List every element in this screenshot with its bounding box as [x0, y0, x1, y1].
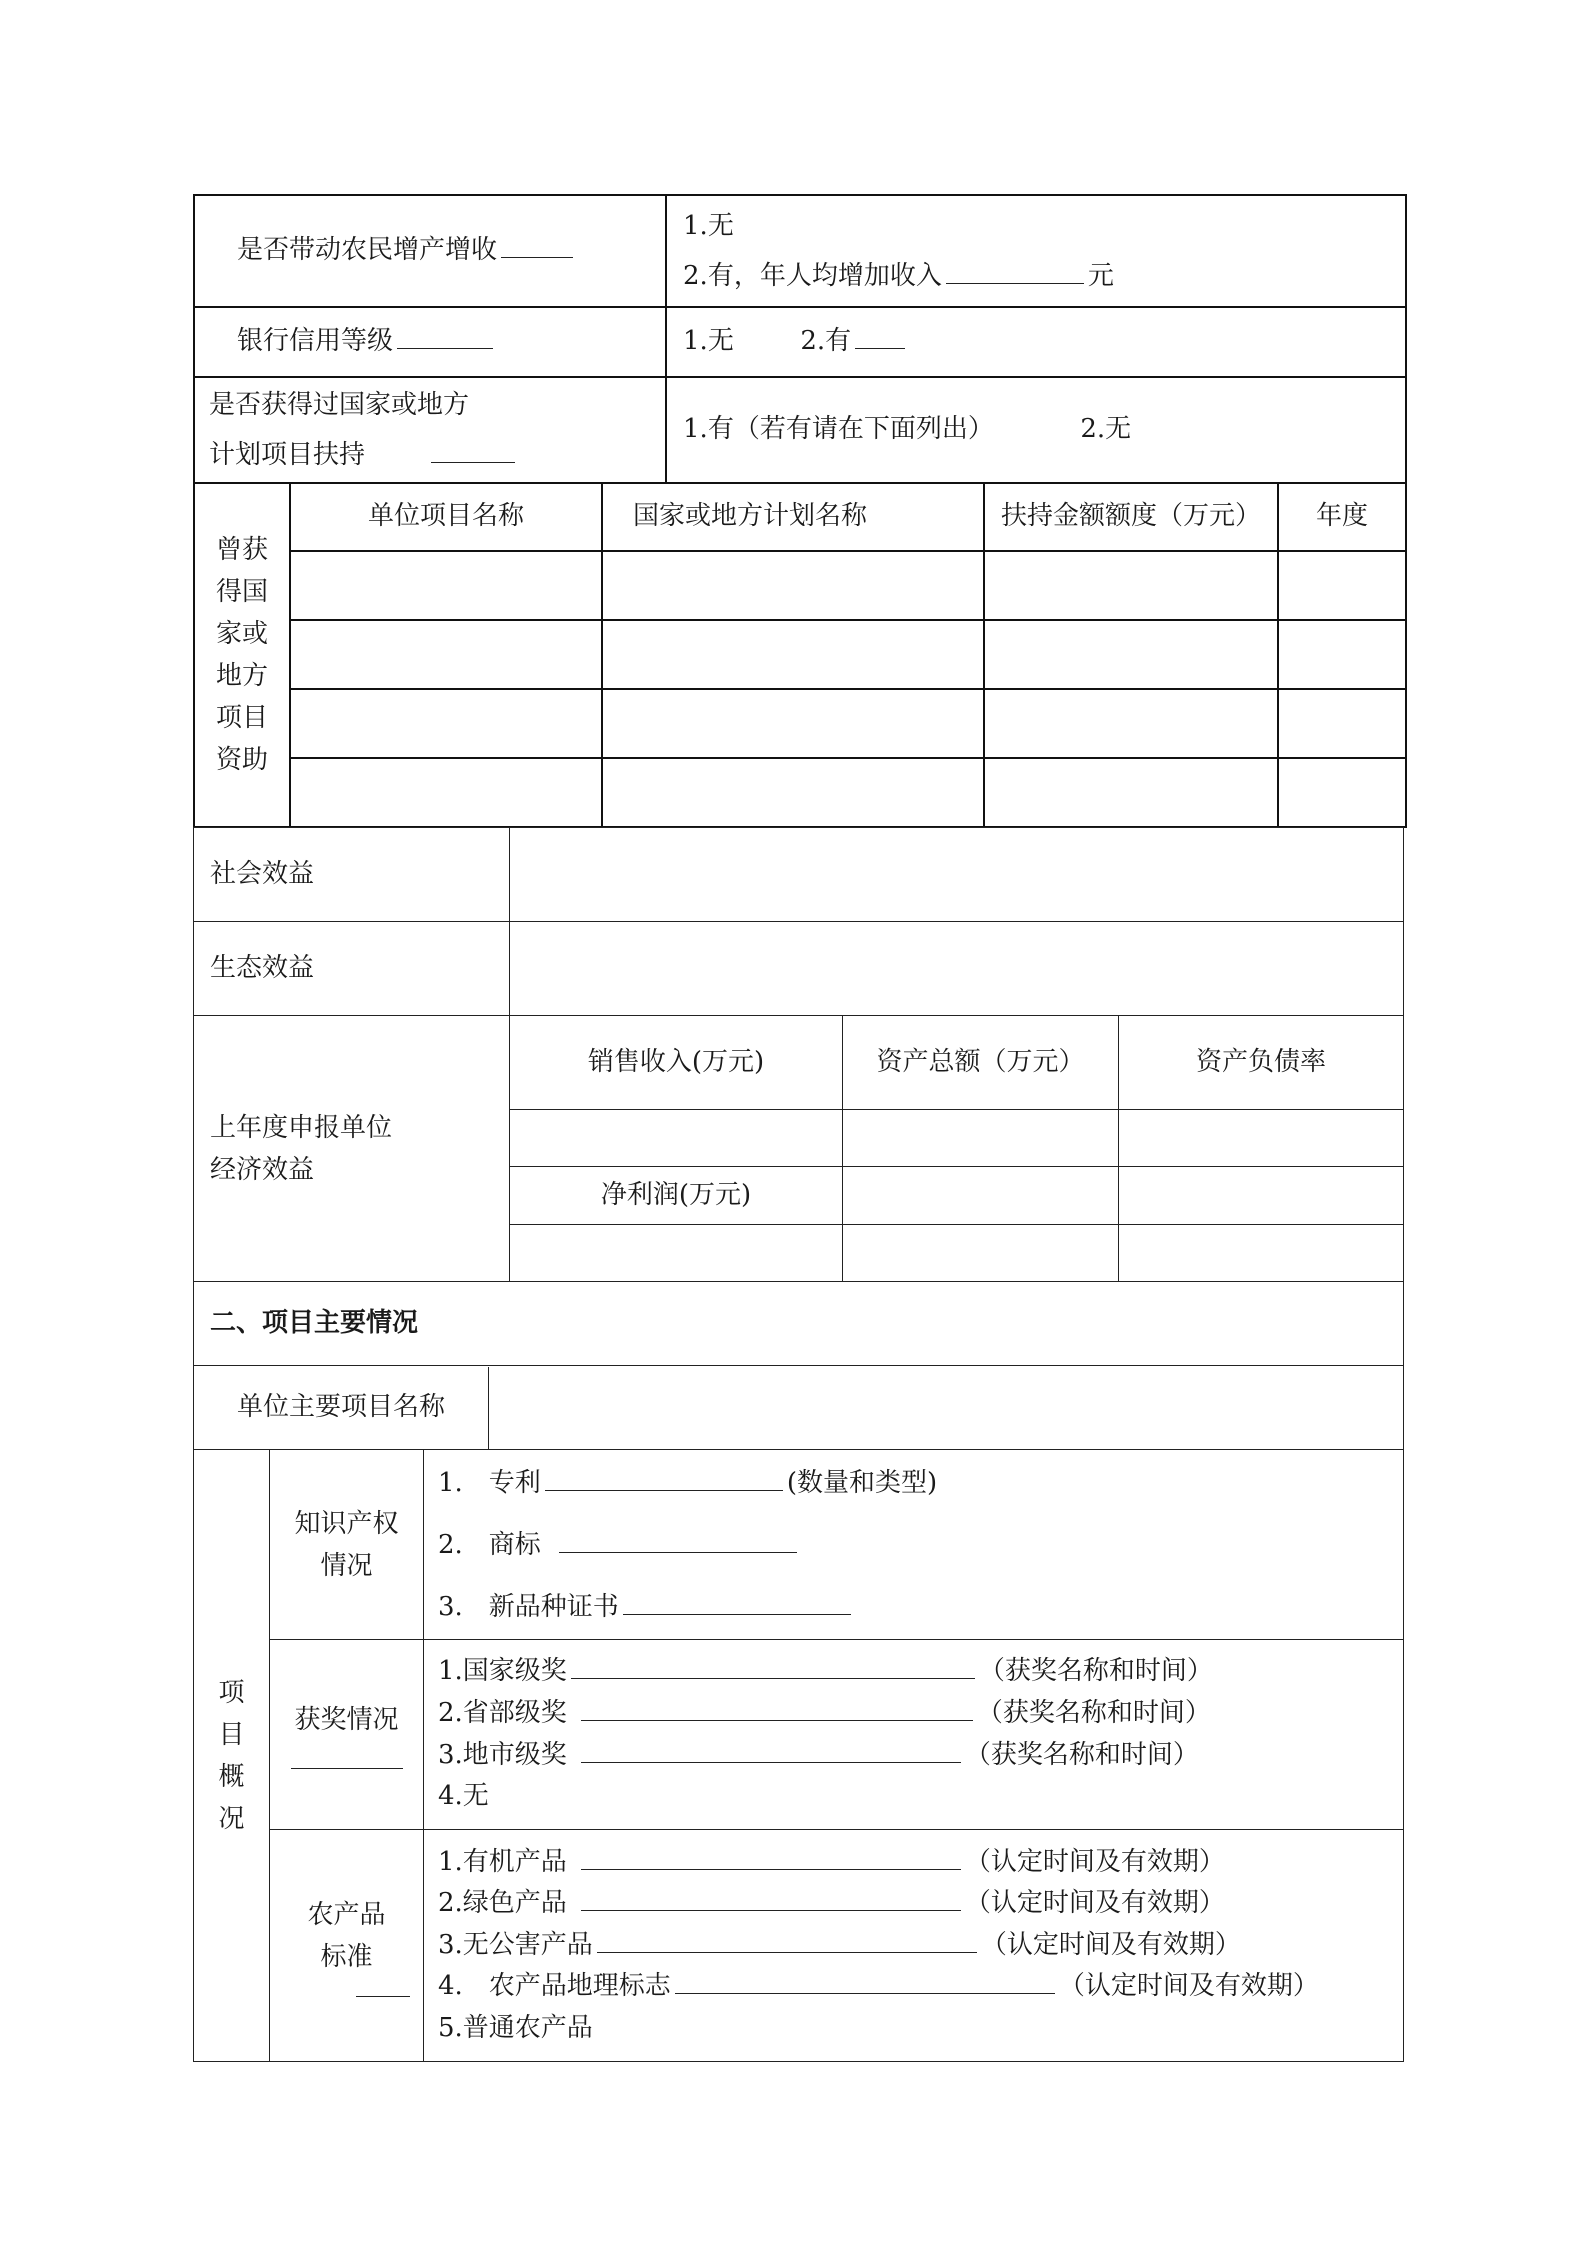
economic-extra-field[interactable]: [843, 1225, 1119, 1282]
table-row: [194, 689, 1406, 758]
standard-geo-blank[interactable]: [675, 1969, 1055, 1994]
support-option-yes[interactable]: 1.有（若有请在下面列出）: [683, 414, 994, 445]
economic-label-cell: [194, 1016, 510, 1282]
income-unit: 元: [1087, 261, 1114, 291]
project-section-table: [193, 1281, 1404, 2062]
awards-answer-blank[interactable]: [291, 1750, 403, 1769]
funding-cell[interactable]: [290, 551, 602, 620]
funding-cell[interactable]: [984, 551, 1278, 620]
social-benefit-label: 社会效益: [194, 828, 510, 922]
economic-header-debt-ratio: 资产负债率: [1119, 1016, 1404, 1110]
support-question-line1: 是否获得过国家或地方: [209, 390, 470, 420]
debt-ratio-value-field[interactable]: [1119, 1110, 1404, 1167]
standard-pollution-free-item: 3.无公害产品 （认定时间及有效期）: [438, 1929, 1241, 1960]
awards-options-cell: [424, 1640, 1404, 1830]
standard-geo-item: 4. 农产品地理标志 （认定时间及有效期）: [438, 1971, 1319, 2002]
economic-header-sales: 销售收入(万元): [510, 1016, 843, 1110]
credit-question-cell: [194, 307, 666, 377]
social-benefit-field[interactable]: [510, 828, 1404, 922]
economic-header-net-profit: 净利润(万元): [510, 1167, 843, 1225]
credit-option-yes[interactable]: 2.有: [800, 326, 852, 357]
economic-extra-field[interactable]: [1119, 1225, 1404, 1282]
project-name-row: [194, 1366, 1404, 1450]
credit-level-blank[interactable]: [855, 324, 905, 349]
ip-trademark-item: 2. 商标: [438, 1514, 1403, 1576]
ecological-benefit-field[interactable]: [510, 922, 1404, 1016]
income-answer-blank[interactable]: [501, 233, 573, 258]
table-row: [194, 758, 1406, 827]
funding-cell[interactable]: [984, 758, 1278, 827]
funding-cell[interactable]: [602, 689, 984, 758]
economic-label-line1: 上年度申报单位: [210, 1112, 393, 1143]
credit-option-none[interactable]: 1.无: [683, 326, 734, 357]
funding-cell[interactable]: [1278, 551, 1406, 620]
support-question-line2: 计划项目扶持: [209, 430, 665, 480]
funding-header-project: 单位项目名称: [290, 483, 602, 551]
standards-label-line1: 农产品: [307, 1900, 386, 1930]
economic-extra-field[interactable]: [1119, 1167, 1404, 1225]
support-answer-blank[interactable]: [431, 438, 515, 463]
support-option-none[interactable]: 2.无: [1080, 414, 1132, 445]
funding-cell[interactable]: [1278, 758, 1406, 827]
table-row: [194, 551, 1406, 620]
income-question-cell: [194, 195, 666, 307]
standards-options-cell: [424, 1830, 1404, 2062]
ip-options-cell: [424, 1450, 1404, 1640]
awards-label: 获奖情况: [294, 1705, 399, 1736]
funding-side-label: 曾获得国家或地方项目资助: [215, 535, 268, 775]
funding-cell[interactable]: [602, 551, 984, 620]
support-options-cell: [666, 377, 1406, 483]
ip-label-line2: 情况: [320, 1550, 373, 1581]
funding-cell[interactable]: [984, 620, 1278, 689]
ip-label-line1: 知识产权: [294, 1508, 399, 1539]
standard-green-blank[interactable]: [581, 1886, 961, 1911]
income-options-cell: [666, 195, 1406, 307]
funding-cell[interactable]: [984, 689, 1278, 758]
variety-blank[interactable]: [623, 1590, 851, 1615]
funding-cell[interactable]: [602, 758, 984, 827]
ip-patent-item: 1. 专利 (数量和类型): [438, 1467, 938, 1498]
support-question-cell: [194, 377, 666, 483]
credit-options-cell: [666, 307, 1406, 377]
award-national-blank[interactable]: [571, 1654, 975, 1679]
income-option-yes[interactable]: 2.有，年人均增加收入 元: [683, 261, 1114, 291]
overview-side-label-cell: [194, 1450, 270, 2062]
trademark-blank[interactable]: [559, 1528, 797, 1553]
credit-answer-blank[interactable]: [397, 324, 493, 349]
funding-cell[interactable]: [290, 758, 602, 827]
table-row: [194, 620, 1406, 689]
awards-label-cell: [270, 1640, 424, 1830]
standards-label-line2: 标准: [320, 1942, 373, 1972]
economic-header-assets: 资产总额（万元）: [843, 1016, 1119, 1110]
benefits-table: [193, 827, 1404, 1282]
project-name-label: 单位主要项目名称: [194, 1367, 489, 1449]
funding-cell[interactable]: [290, 620, 602, 689]
project-name-field[interactable]: [489, 1367, 1403, 1449]
assets-value-field[interactable]: [843, 1110, 1119, 1167]
economic-label-line2: 经济效益: [210, 1154, 315, 1185]
standard-organic-item: 1.有机产品 （认定时间及有效期）: [438, 1846, 1225, 1877]
funding-cell[interactable]: [1278, 620, 1406, 689]
sales-value-field[interactable]: [510, 1110, 843, 1167]
award-provincial-blank[interactable]: [581, 1696, 973, 1721]
standard-ordinary-item[interactable]: 5.普通农产品: [438, 2012, 593, 2043]
net-profit-value-field[interactable]: [510, 1225, 843, 1282]
funding-header-amount: 扶持金额额度（万元）: [984, 483, 1278, 551]
section-title: 二、项目主要情况: [194, 1282, 1404, 1366]
standard-pollution-free-blank[interactable]: [597, 1928, 977, 1953]
income-question-label: 是否带动农民增产增收: [237, 235, 498, 266]
funding-cell[interactable]: [1278, 689, 1406, 758]
award-none-item[interactable]: 4.无: [438, 1781, 489, 1812]
standards-label-cell: [270, 1830, 424, 2062]
funding-cell[interactable]: [290, 689, 602, 758]
ip-label-cell: [270, 1450, 424, 1640]
overview-side-label: 项目概况: [218, 1677, 245, 1834]
ecological-benefit-label: 生态效益: [194, 922, 510, 1016]
funding-side-label-cell: [194, 483, 290, 827]
patent-blank[interactable]: [545, 1466, 783, 1491]
standards-answer-blank[interactable]: [356, 1982, 410, 1997]
income-amount-blank[interactable]: [946, 259, 1084, 284]
standard-organic-blank[interactable]: [581, 1845, 961, 1870]
income-option-none[interactable]: 1.无: [683, 211, 734, 241]
standard-green-item: 2.绿色产品 （认定时间及有效期）: [438, 1888, 1225, 1919]
award-municipal-blank[interactable]: [581, 1738, 961, 1763]
award-municipal-item: 3.地市级奖 （获奖名称和时间）: [438, 1739, 1199, 1770]
funding-header-year: 年度: [1278, 483, 1406, 551]
ip-variety-item: 3. 新品种证书: [438, 1576, 1403, 1638]
funding-header-plan: 国家或地方计划名称: [602, 483, 984, 551]
header-info-table: [193, 194, 1407, 828]
economic-extra-field[interactable]: [843, 1167, 1119, 1225]
funding-cell[interactable]: [602, 620, 984, 689]
award-provincial-item: 2.省部级奖 （获奖名称和时间）: [438, 1697, 1211, 1728]
credit-question-label: 银行信用等级: [237, 326, 394, 357]
award-national-item: 1.国家级奖 （获奖名称和时间）: [438, 1656, 1213, 1687]
